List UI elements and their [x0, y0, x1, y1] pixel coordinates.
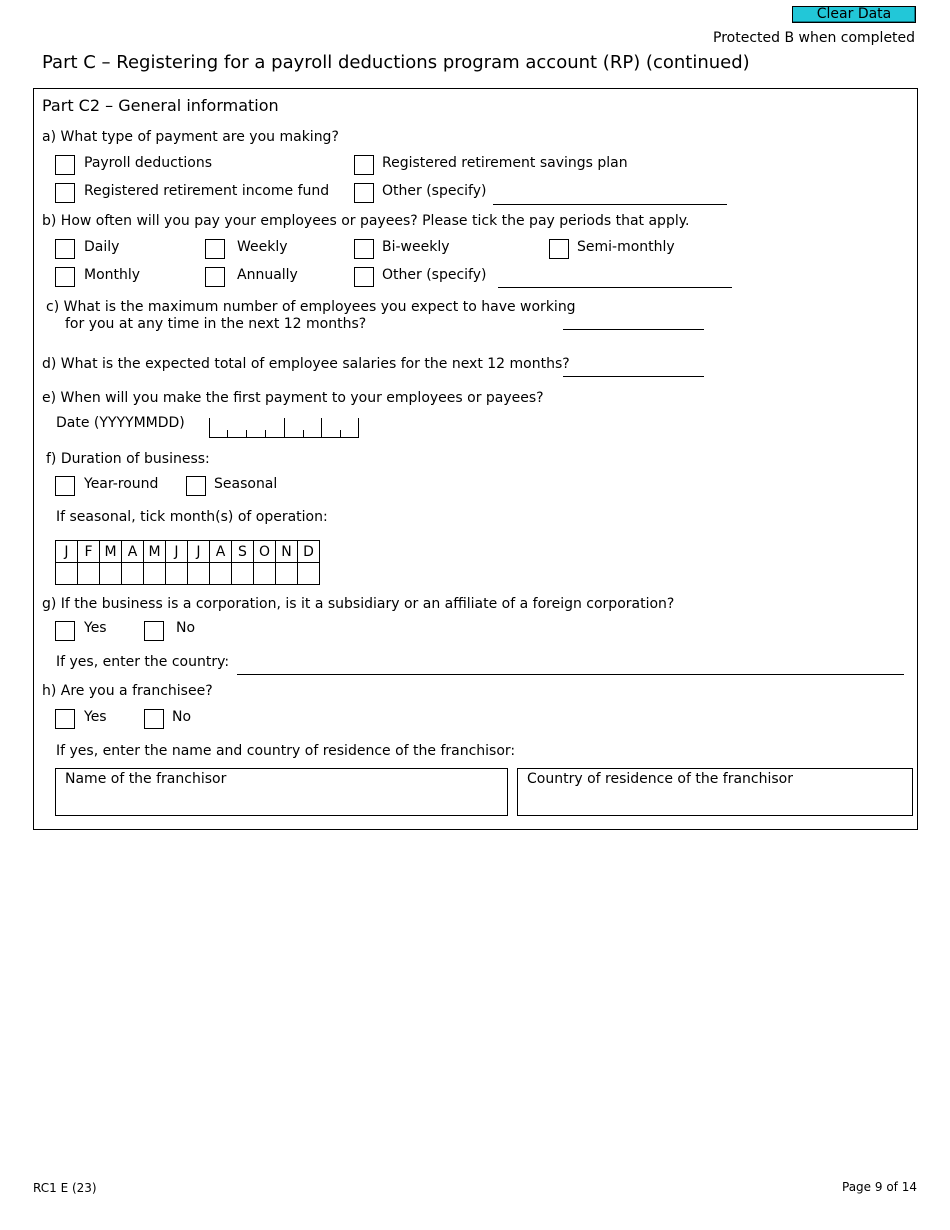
month-label: J [166, 541, 188, 563]
franchisor-country-field[interactable] [517, 768, 913, 816]
checkbox-rrsp[interactable] [354, 155, 374, 175]
franchisor-country-label: Country of residence of the franchisor [527, 771, 793, 787]
month-label: D [298, 541, 320, 563]
checkbox-year-round[interactable] [55, 476, 75, 496]
month-label: M [144, 541, 166, 563]
month-checkbox[interactable] [122, 563, 144, 585]
checkbox-rrif[interactable] [55, 183, 75, 203]
label-franchisee-no: No [172, 709, 192, 725]
label-franchisee-yes: Yes [84, 709, 107, 725]
label-semi-monthly: Semi-monthly [577, 239, 675, 255]
label-seasonal: Seasonal [214, 476, 278, 492]
question-a: a) What type of payment are you making? [42, 129, 339, 145]
country-prompt: If yes, enter the country: [56, 654, 230, 670]
month-label: N [276, 541, 298, 563]
checkbox-other-payment[interactable] [354, 183, 374, 203]
question-c-continued: for you at any time in the next 12 months? [65, 316, 367, 332]
label-weekly: Weekly [237, 239, 288, 255]
month-label: A [122, 541, 144, 563]
seasonal-prompt: If seasonal, tick month(s) of operation: [56, 509, 328, 525]
checkbox-semi-monthly[interactable] [549, 239, 569, 259]
label-bi-weekly: Bi-weekly [382, 239, 450, 255]
month-checkbox[interactable] [100, 563, 122, 585]
protected-label: Protected B when completed [713, 30, 916, 46]
first-payment-date-field[interactable] [209, 418, 359, 438]
label-daily: Daily [84, 239, 120, 255]
checkbox-daily[interactable] [55, 239, 75, 259]
label-year-round: Year-round [84, 476, 159, 492]
month-checkbox[interactable] [56, 563, 78, 585]
month-checkbox[interactable] [276, 563, 298, 585]
section-title: Part C2 – General information [42, 96, 279, 115]
franchisor-prompt: If yes, enter the name and country of residence of the franchisor: [56, 743, 516, 759]
month-label: M [100, 541, 122, 563]
month-checkbox[interactable] [254, 563, 276, 585]
clear-data-button[interactable]: Clear Data [792, 6, 916, 23]
month-label: F [78, 541, 100, 563]
checkbox-seasonal[interactable] [186, 476, 206, 496]
other-period-field[interactable] [498, 287, 732, 288]
label-annually: Annually [237, 267, 298, 283]
month-label: J [188, 541, 210, 563]
month-checkbox[interactable] [144, 563, 166, 585]
question-b: b) How often will you pay your employees or payees? Please tick the pay periods that apply. [42, 213, 690, 229]
label-other-payment: Other (specify) [382, 183, 487, 199]
franchisor-name-field[interactable] [55, 768, 508, 816]
label-payroll-deductions: Payroll deductions [84, 155, 212, 171]
label-rrsp: Registered retirement savings plan [382, 155, 628, 171]
checkbox-bi-weekly[interactable] [354, 239, 374, 259]
label-other-period: Other (specify) [382, 267, 487, 283]
label-foreign-no: No [176, 620, 196, 636]
month-label: S [232, 541, 254, 563]
question-c: c) What is the maximum number of employees you expect to have working [46, 299, 576, 315]
checkbox-payroll-deductions[interactable] [55, 155, 75, 175]
month-checkbox[interactable] [298, 563, 320, 585]
other-payment-field[interactable] [493, 204, 727, 205]
checkbox-franchisee-yes[interactable] [55, 709, 75, 729]
checkbox-other-period[interactable] [354, 267, 374, 287]
checkbox-monthly[interactable] [55, 267, 75, 287]
month-checkbox[interactable] [210, 563, 232, 585]
page-number: Page 9 of 14 [842, 1180, 917, 1194]
month-grid [55, 540, 320, 585]
month-label: J [56, 541, 78, 563]
month-checkbox[interactable] [78, 563, 100, 585]
month-checkbox[interactable] [232, 563, 254, 585]
month-checkbox[interactable] [166, 563, 188, 585]
question-h: h) Are you a franchisee? [42, 683, 213, 699]
date-label: Date (YYYYMMDD) [56, 415, 185, 431]
question-d: d) What is the expected total of employee salaries for the next 12 months? [42, 356, 570, 372]
franchisor-name-label: Name of the franchisor [65, 771, 227, 787]
salaries-field[interactable] [563, 376, 704, 377]
checkbox-foreign-yes[interactable] [55, 621, 75, 641]
label-rrif: Registered retirement income fund [84, 183, 330, 199]
max-employees-field[interactable] [563, 329, 704, 330]
foreign-country-field[interactable] [237, 674, 904, 675]
checkbox-weekly[interactable] [205, 239, 225, 259]
label-monthly: Monthly [84, 267, 141, 283]
question-g: g) If the business is a corporation, is it a subsidiary or an affiliate of a foreign corporation? [42, 596, 675, 612]
checkbox-foreign-no[interactable] [144, 621, 164, 641]
checkbox-annually[interactable] [205, 267, 225, 287]
form-id: RC1 E (23) [33, 1181, 97, 1195]
question-f: f) Duration of business: [46, 451, 210, 467]
page-title: Part C – Registering for a payroll deductions program account (RP) (continued) [42, 52, 750, 73]
month-label: A [210, 541, 232, 563]
month-checkbox[interactable] [188, 563, 210, 585]
month-label: O [254, 541, 276, 563]
question-e: e) When will you make the first payment to your employees or payees? [42, 390, 544, 406]
label-foreign-yes: Yes [84, 620, 107, 636]
checkbox-franchisee-no[interactable] [144, 709, 164, 729]
